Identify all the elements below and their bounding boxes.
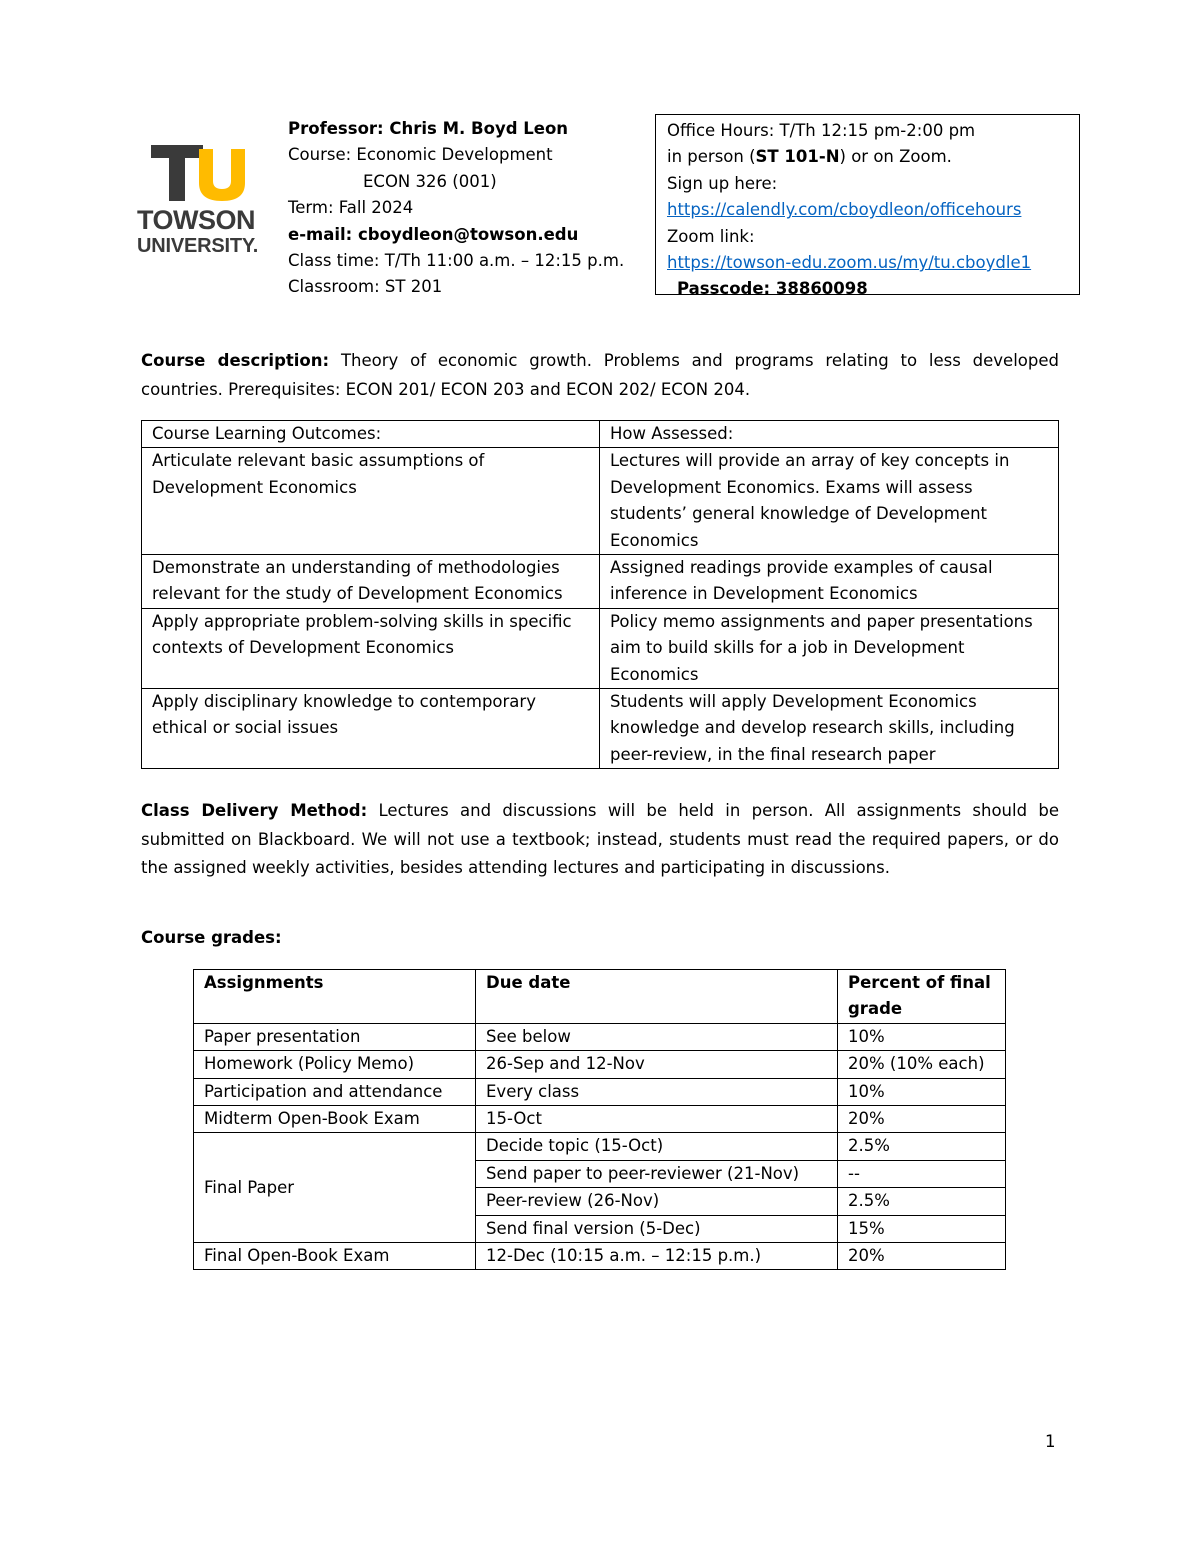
table-cell: 20% (10% each)	[838, 1051, 1006, 1078]
table-cell: Final Open-Book Exam	[194, 1243, 476, 1270]
table-cell: 15%	[838, 1215, 1006, 1242]
table-cell: Send final version (5-Dec)	[476, 1215, 838, 1242]
office-hours-time: Office Hours: T/Th 12:15 pm-2:00 pm	[667, 121, 976, 140]
table-header-cell: Course Learning Outcomes:	[142, 421, 600, 448]
course-description-label: Course description:	[141, 351, 330, 370]
table-cell: 15-Oct	[476, 1106, 838, 1133]
table-cell: 2.5%	[838, 1188, 1006, 1215]
table-row	[142, 555, 1059, 609]
course-grades-table	[193, 969, 1006, 1270]
signup-label: Sign up here:	[667, 173, 778, 193]
table-row	[194, 1106, 1006, 1133]
table-cell: Assigned readings provide examples of causal inference in Development Economics	[600, 555, 1059, 609]
table-cell: --	[838, 1160, 1006, 1187]
table-row	[142, 689, 1059, 769]
class-delivery-method	[141, 797, 1059, 883]
table-row	[142, 448, 1059, 555]
table-cell: Midterm Open-Book Exam	[194, 1106, 476, 1133]
zoom-label: Zoom link:	[667, 226, 755, 246]
table-row	[142, 608, 1059, 688]
table-cell: Policy memo assignments and paper presentations aim to build skills for a job in Development Economics	[600, 608, 1059, 688]
table-cell: Articulate relevant basic assumptions of Development Economics	[142, 448, 600, 555]
table-cell: Peer-review (26-Nov)	[476, 1188, 838, 1215]
course-grades-heading: Course grades:	[141, 928, 282, 947]
zoom-passcode: Passcode: 38860098	[677, 279, 868, 299]
table-cell: 10%	[838, 1023, 1006, 1050]
office-hours-location: in person (ST 101-N) or on Zoom.	[667, 147, 952, 167]
calendly-link[interactable]: https://calendly.com/cboydleon/officehours	[667, 200, 1022, 220]
table-header-cell: Due date	[476, 970, 838, 1024]
office-room: ST 101-N	[755, 147, 840, 167]
table-cell-final-paper: Final Paper	[194, 1133, 476, 1243]
table-cell: Apply disciplinary knowledge to contemporary ethical or social issues	[142, 689, 600, 769]
course-code: ECON 326 (001)	[363, 171, 497, 191]
table-row	[194, 1051, 1006, 1078]
table-cell: Decide topic (15-Oct)	[476, 1133, 838, 1160]
table-cell: 10%	[838, 1078, 1006, 1105]
table-header-row	[142, 421, 1059, 448]
table-cell: Every class	[476, 1078, 838, 1105]
professor-name: Professor: Chris M. Boyd Leon	[288, 119, 569, 138]
towson-university-logo	[137, 143, 267, 261]
table-cell: 26-Sep and 12-Nov	[476, 1051, 838, 1078]
professor-email[interactable]: e-mail: cboydleon@towson.edu	[288, 224, 579, 244]
table-row	[194, 1023, 1006, 1050]
table-header-cell: How Assessed:	[600, 421, 1059, 448]
course-description	[141, 347, 1059, 404]
course-description-text: Theory of economic growth. Problems and programs relating to less developed countries. Prerequisites: ECON 201/ ECON 203 and ECON 202/ ECON 204.	[141, 351, 1059, 399]
page-number: 1	[1045, 1432, 1056, 1451]
table-cell: Demonstrate an understanding of methodologies relevant for the study of Development Economics	[142, 555, 600, 609]
table-row	[194, 1133, 1006, 1160]
tu-logo-mark	[149, 143, 254, 203]
table-row	[194, 1078, 1006, 1105]
table-row	[194, 1243, 1006, 1270]
delivery-label: Class Delivery Method:	[141, 801, 368, 820]
office-hours-box	[655, 114, 1080, 299]
table-cell: 20%	[838, 1106, 1006, 1133]
course-name: Course: Economic Development	[288, 145, 553, 165]
table-cell: Homework (Policy Memo)	[194, 1051, 476, 1078]
table-cell: Send paper to peer-reviewer (21-Nov)	[476, 1160, 838, 1187]
table-cell: Students will apply Development Economics knowledge and develop research skills, including peer-review, in the final research paper	[600, 689, 1059, 769]
table-cell: Apply appropriate problem-solving skills in specific contexts of Development Economics	[142, 608, 600, 688]
learning-outcomes-table	[141, 420, 1059, 769]
table-header-cell: Assignments	[194, 970, 476, 1024]
zoom-link[interactable]: https://towson-edu.zoom.us/my/tu.cboydle1	[667, 253, 1032, 273]
table-cell: Lectures will provide an array of key concepts in Development Economics. Exams will assess students’ general knowledge of Development Economics	[600, 448, 1059, 555]
table-cell: See below	[476, 1023, 838, 1050]
classroom: Classroom: ST 201	[288, 277, 443, 297]
table-cell: Paper presentation	[194, 1023, 476, 1050]
logo-wordmark-towson: TOWSON	[137, 205, 255, 235]
class-time: Class time: T/Th 11:00 a.m. – 12:15 p.m.	[288, 251, 625, 271]
course-term: Term: Fall 2024	[288, 198, 414, 218]
table-cell: 2.5%	[838, 1133, 1006, 1160]
logo-wordmark-university: UNIVERSITY.	[137, 235, 259, 257]
table-header-cell: Percent of final grade	[838, 970, 1006, 1024]
table-cell: 20%	[838, 1243, 1006, 1270]
table-cell: Participation and attendance	[194, 1078, 476, 1105]
course-header	[288, 116, 648, 301]
table-cell: 12-Dec (10:15 a.m. – 12:15 p.m.)	[476, 1243, 838, 1270]
table-header-row	[194, 970, 1006, 1024]
delivery-text: Lectures and discussions will be held in person. All assignments should be submitted on Blackboard. We will not use a textbook; instead, students must read the required papers, or do the assigned weekly activities, besides attending lectures and participating in discussions.	[141, 801, 1060, 877]
